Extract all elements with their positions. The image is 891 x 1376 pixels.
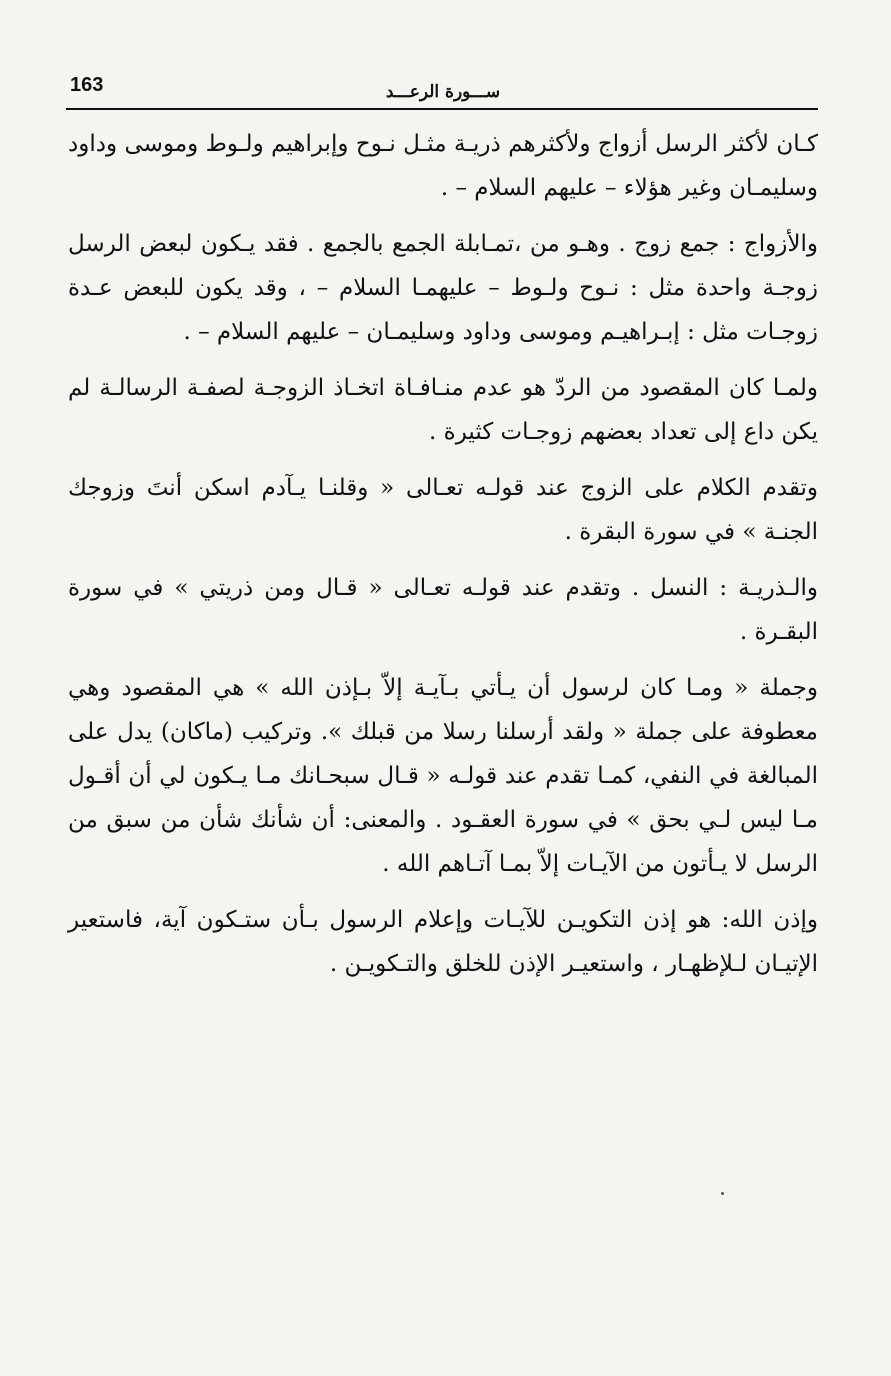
body-text <box>68 122 818 998</box>
page-number: 163 <box>70 74 104 96</box>
running-title: ســـورة الرعـــد <box>385 82 501 102</box>
paragraph: والـذريـة : النسل . وتقدم عند قولـه تعـالى « قـال ومن ذريتي » في سورة البقـرة . <box>68 575 818 645</box>
header-rule <box>66 108 818 110</box>
paragraph: وجملة « ومـا كان لرسول أن يـأتي بـآيـة إلاّ بـإذن الله » هي المقصود وهي معطوفة على جملة « ولقد أرسلنا رسلا من قبلك ». وتركيب (ماكان) يدل على المبالغة في النفي، كمـا تقدم عند قولـه « قـال سبحـانك مـا يـكون لي أن أقـول مـا ليس لـي بحق » في سورة العقـود . والمعنى: أن شأنك شأن من سبق من الرسل لا يـأتون من الآيـات إلاّ بمـا آتـاهم الله . <box>68 675 818 877</box>
paragraph: ولمـا كان المقصود من الردّ هو عدم منـافـاة اتخـاذ الزوجـة لصفـة الرسالـة لم يكن داع إلى تعداد بعضهم زوجـات كثيرة . <box>68 375 818 445</box>
paragraph: كـان لأكثر الرسل أزواج ولأكثرهم ذريـة مثـل نـوح وإبراهيم ولـوط وموسى وداود وسليمـان وغير هؤلاء – عليهم السلام – . <box>68 131 818 201</box>
paragraph: وإذن الله: هو إذن التكويـن للآيـات وإعلام الرسول بـأن ستـكون آية، فاستعير الإتيـان لـلإظهـار ، واستعيـر الإذن للخلق والتـكويـن . <box>68 907 818 977</box>
paragraph: وتقدم الكلام على الزوج عند قولـه تعـالى « وقلنـا يـآدم اسكن أنتَ وزوجك الجنـة » في سورة البقرة . <box>68 475 818 545</box>
paragraph: والأزواج : جمع زوج . وهـو من ،تمـابلة الجمع بالجمع . فقد يـكون لبعض الرسل زوجـة واحدة مثل : نـوح ولـوط – عليهمـا السلام – ، وقد يكون للبعض عـدة زوجـات مثل : إبـراهيـم وموسى وداود وسليمـان – عليهم السلام – . <box>68 231 818 345</box>
stray-dot-mark <box>721 1192 724 1195</box>
page-header <box>68 68 818 112</box>
